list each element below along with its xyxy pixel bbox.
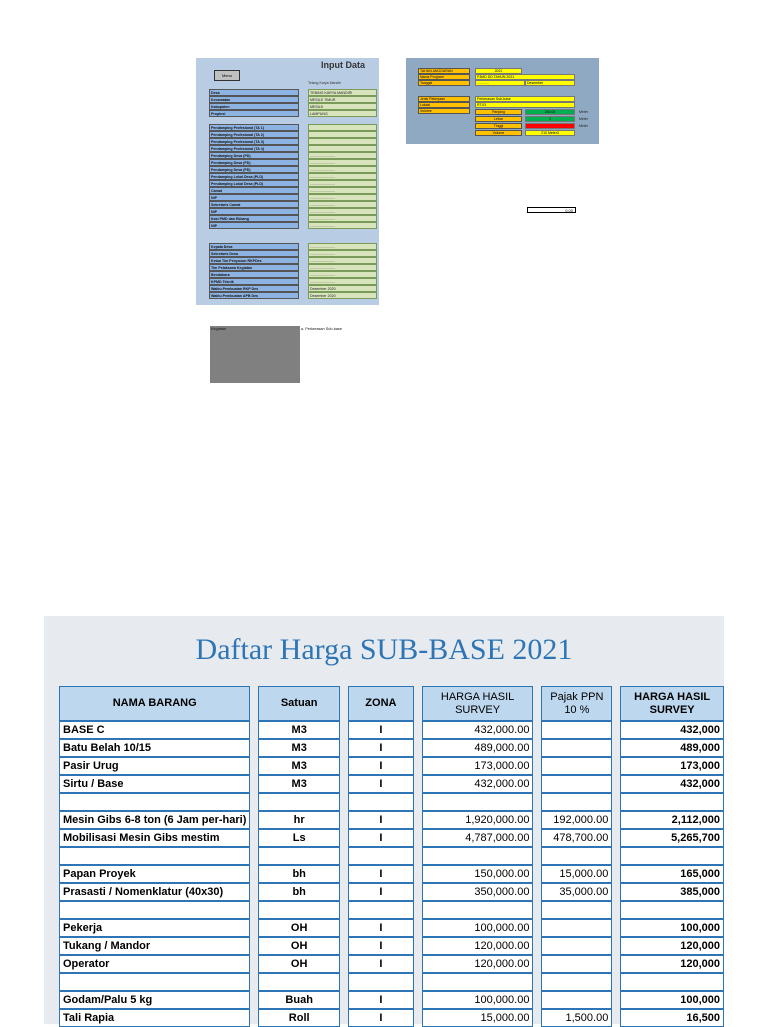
cell-satuan — [258, 793, 340, 811]
input-data-title: Input Data — [321, 60, 365, 70]
dim-value-volume: 210 Meter3 — [525, 130, 575, 136]
header-item: NAMA BARANG — [59, 686, 250, 721]
input-row — [209, 152, 378, 159]
table-row — [59, 991, 724, 1009]
field-value[interactable]: MESUJI TIMUR — [308, 96, 377, 103]
field-label: NIP — [209, 194, 299, 201]
input-row — [209, 264, 378, 271]
cell-harga: 432,000.00 — [422, 775, 534, 793]
cell-harga: 100,000.00 — [422, 991, 534, 1009]
input-row — [209, 159, 378, 166]
input-row — [209, 124, 378, 131]
field-label: Tim Pelaksana Kegiatan — [209, 264, 299, 271]
cell-zona: I — [348, 1009, 414, 1027]
cell-zona: I — [348, 811, 414, 829]
cell-zona: I — [348, 757, 414, 775]
cell-zona — [348, 901, 414, 919]
input-row — [209, 243, 378, 250]
field-label: Pendamping Lokal Desa (PLD) — [209, 173, 299, 180]
cell-ppn: 192,000.00 — [541, 811, 612, 829]
cell-item: Tali Rapia — [59, 1009, 250, 1027]
table-row — [59, 883, 724, 901]
field-value[interactable]: Desember 2020 — [308, 285, 377, 292]
cell-zona: I — [348, 865, 414, 883]
cell-harga: 120,000.00 — [422, 937, 534, 955]
field-value[interactable]: ......................... — [308, 222, 377, 229]
field-label: Sekretaris Camat — [209, 201, 299, 208]
field-label: Pendamping Desa (PD) — [209, 159, 299, 166]
input-row — [209, 292, 378, 299]
field-value[interactable] — [308, 124, 377, 131]
cell-ppn — [541, 955, 612, 973]
field-value[interactable]: ......................... — [308, 257, 377, 264]
cell-total: 432,000 — [620, 775, 724, 793]
cell-item: Mesin Gibs 6-8 ton (6 Jam per-hari) — [59, 811, 250, 829]
table-row — [59, 829, 724, 847]
cell-harga — [422, 793, 534, 811]
cell-zona: I — [348, 739, 414, 757]
cell-ppn — [541, 991, 612, 1009]
jenis-label: Jenis Pekerjaan — [418, 96, 470, 102]
cell-ppn — [541, 775, 612, 793]
price-list-panel — [44, 616, 724, 1024]
field-value[interactable]: ......................... — [308, 152, 377, 159]
table-row — [59, 847, 724, 865]
cell-zona: I — [348, 919, 414, 937]
cell-ppn — [541, 937, 612, 955]
cell-ppn — [541, 973, 612, 991]
field-label: NIP — [209, 208, 299, 215]
cell-item: Pekerja — [59, 919, 250, 937]
input-row — [209, 103, 378, 110]
cell-zona: I — [348, 775, 414, 793]
cell-harga — [422, 847, 534, 865]
header-total: HARGA HASIL SURVEY — [620, 686, 724, 721]
officials-group — [209, 124, 378, 229]
field-label: Propinsi — [209, 110, 299, 117]
cell-item: Sirtu / Base — [59, 775, 250, 793]
field-value[interactable]: ......................... — [308, 208, 377, 215]
price-list-title: Daftar Harga SUB-BASE 2021 — [195, 633, 573, 666]
table-row — [59, 955, 724, 973]
cell-item: Prasasti / Nomenklatur (40x30) — [59, 883, 250, 901]
cell-ppn: 478,700.00 — [541, 829, 612, 847]
cell-harga: 489,000.00 — [422, 739, 534, 757]
field-label: Kabupaten — [209, 103, 299, 110]
cell-zona — [348, 793, 414, 811]
field-value[interactable]: ......................... — [308, 243, 377, 250]
cell-item — [59, 901, 250, 919]
input-row — [209, 131, 378, 138]
field-value[interactable]: ......................... — [308, 187, 377, 194]
cell-harga: 4,787,000.00 — [422, 829, 534, 847]
dim-label-lebar: Lebar — [475, 116, 522, 122]
table-row — [59, 793, 724, 811]
input-row — [209, 194, 378, 201]
input-note: Tetang Karya Mandiri — [308, 81, 342, 85]
field-label: NIP — [209, 222, 299, 229]
field-value[interactable]: ......................... — [308, 180, 377, 187]
cell-ppn: 15,000.00 — [541, 865, 612, 883]
input-row — [209, 278, 378, 285]
cell-ppn — [541, 901, 612, 919]
cell-item: Batu Belah 10/15 — [59, 739, 250, 757]
cell-total — [620, 793, 724, 811]
dim-label-tinggi: Tinggi — [475, 123, 522, 129]
table-row — [59, 739, 724, 757]
table-row — [59, 973, 724, 991]
cell-total: 489,000 — [620, 739, 724, 757]
cell-ppn — [541, 739, 612, 757]
tahun-label: TAHUN ANGGARAN — [418, 68, 470, 74]
input-row — [209, 138, 378, 145]
cell-ppn — [541, 793, 612, 811]
price-table-body — [59, 721, 724, 1027]
cell-harga — [422, 901, 534, 919]
lokasi-value[interactable]: RT.03 — [475, 102, 575, 108]
cell-ppn: 35,000.00 — [541, 883, 612, 901]
cell-total: 5,265,700 — [620, 829, 724, 847]
table-row — [59, 775, 724, 793]
menu-button[interactable]: Menu — [214, 70, 240, 81]
table-row — [59, 919, 724, 937]
input-row — [209, 257, 378, 264]
cell-zona: I — [348, 721, 414, 739]
cell-harga: 15,000.00 — [422, 1009, 534, 1027]
cell-satuan — [258, 973, 340, 991]
cell-satuan: OH — [258, 919, 340, 937]
field-value[interactable]: MESUJI — [308, 103, 377, 110]
cell-total: 120,000 — [620, 937, 724, 955]
cell-total — [620, 901, 724, 919]
table-row — [59, 937, 724, 955]
cell-harga: 350,000.00 — [422, 883, 534, 901]
cell-ppn — [541, 721, 612, 739]
cell-zona: I — [348, 829, 414, 847]
input-row — [209, 96, 378, 103]
dim-unit: Meter — [579, 117, 588, 121]
dim-unit: Meter — [579, 110, 588, 114]
cell-item: Tukang / Mandor — [59, 937, 250, 955]
field-value[interactable] — [308, 145, 377, 152]
volume-label: Volume — [418, 108, 470, 114]
cell-zona: I — [348, 937, 414, 955]
field-label: Pendamping Desa (PD) — [209, 166, 299, 173]
field-value[interactable]: ......................... — [308, 215, 377, 222]
field-value[interactable]: ......................... — [308, 201, 377, 208]
cell-satuan: M3 — [258, 739, 340, 757]
cell-satuan: hr — [258, 811, 340, 829]
cell-satuan — [258, 847, 340, 865]
field-label: Pendamping Lokal Desa (PLD) — [209, 180, 299, 187]
field-label: Desa — [209, 89, 299, 96]
field-value[interactable]: ......................... — [308, 264, 377, 271]
cell-total: 2,112,000 — [620, 811, 724, 829]
header-satuan: Satuan — [258, 686, 340, 721]
table-row — [59, 721, 724, 739]
tanggal-value[interactable]: ............ — [475, 80, 525, 86]
header-harga: HARGA HASIL SURVEY — [422, 686, 534, 721]
header-zona: ZONA — [348, 686, 414, 721]
dim-label-panjang: Panjang — [475, 109, 522, 115]
cell-item — [59, 793, 250, 811]
input-row — [209, 166, 378, 173]
location-group — [209, 89, 378, 117]
cell-total — [620, 847, 724, 865]
tanggal-label: Tanggal — [418, 80, 470, 86]
cell-total: 16,500 — [620, 1009, 724, 1027]
input-row — [209, 145, 378, 152]
input-row — [209, 201, 378, 208]
cell-harga: 1,920,000.00 — [422, 811, 534, 829]
table-row — [59, 1009, 724, 1027]
cell-satuan: bh — [258, 865, 340, 883]
dim-value-panjang[interactable]: 250.00 — [525, 109, 575, 115]
cell-item: Operator — [59, 955, 250, 973]
field-label: Waktu Pembuatan RKP Des — [209, 285, 299, 292]
field-value[interactable]: LAMPUNG — [308, 110, 377, 117]
cell-total: 385,000 — [620, 883, 724, 901]
tahun-value[interactable]: 2021 — [475, 68, 522, 74]
field-value[interactable]: ......................... — [308, 173, 377, 180]
dim-unit: Meter — [579, 124, 588, 128]
dim-value-tinggi[interactable] — [525, 123, 575, 129]
cell-satuan: OH — [258, 955, 340, 973]
cell-zona — [348, 847, 414, 865]
cell-zona — [348, 973, 414, 991]
cell-satuan: M3 — [258, 757, 340, 775]
table-row — [59, 901, 724, 919]
cell-ppn — [541, 757, 612, 775]
field-label: Waktu Pembuatan APB Des — [209, 292, 299, 299]
input-row — [209, 173, 378, 180]
input-row — [209, 89, 378, 96]
cell-zona: I — [348, 991, 414, 1009]
cell-ppn — [541, 919, 612, 937]
price-table — [59, 686, 724, 1027]
cell-satuan: Buah — [258, 991, 340, 1009]
cell-satuan: OH — [258, 937, 340, 955]
cell-harga: 173,000.00 — [422, 757, 534, 775]
table-row — [59, 757, 724, 775]
input-row — [209, 208, 378, 215]
cell-item: Godam/Palu 5 kg — [59, 991, 250, 1009]
cell-item — [59, 847, 250, 865]
cell-total: 173,000 — [620, 757, 724, 775]
cell-total — [620, 973, 724, 991]
lokasi-label: Lokasi — [418, 102, 470, 108]
jenis-value[interactable]: Perkerasan Sub-base — [475, 96, 575, 102]
cell-item — [59, 973, 250, 991]
cell-satuan: M3 — [258, 775, 340, 793]
field-label: Pendamping Profesional (TA 3) — [209, 138, 299, 145]
cell-ppn: 1,500.00 — [541, 1009, 612, 1027]
field-label: Camat — [209, 187, 299, 194]
cell-harga: 120,000.00 — [422, 955, 534, 973]
input-row — [209, 222, 378, 229]
input-data-panel — [196, 58, 379, 305]
kegiatan-label: Kegiatan — [211, 327, 226, 331]
field-value[interactable]: ......................... — [308, 278, 377, 285]
field-value[interactable] — [308, 138, 377, 145]
program-value[interactable]: P3MD DD TAHUN 2021 — [475, 74, 575, 80]
cell-satuan: bh — [258, 883, 340, 901]
total-value-cell: 0.00 — [527, 207, 576, 213]
table-row — [59, 865, 724, 883]
field-label: KPMD Teknik — [209, 278, 299, 285]
input-row — [209, 271, 378, 278]
table-row — [59, 811, 724, 829]
cell-zona: I — [348, 883, 414, 901]
field-value[interactable] — [308, 131, 377, 138]
kegiatan-box — [210, 326, 300, 383]
dim-label-volume: Volume — [475, 130, 522, 136]
cell-total: 100,000 — [620, 991, 724, 1009]
cell-item: Pasir Urug — [59, 757, 250, 775]
bulan-value[interactable]: Desember — [525, 80, 575, 86]
field-label: Pendamping Profesional (TA 1) — [209, 124, 299, 131]
program-label: Nama Program — [418, 74, 470, 80]
village-officials-group — [209, 243, 378, 299]
table-header-row — [59, 686, 724, 721]
cell-satuan: Ls — [258, 829, 340, 847]
field-label: Sekretaris Desa — [209, 250, 299, 257]
project-info-panel — [406, 58, 599, 144]
field-label: Kepala Desa — [209, 243, 299, 250]
cell-satuan: M3 — [258, 721, 340, 739]
cell-harga: 150,000.00 — [422, 865, 534, 883]
input-row — [209, 250, 378, 257]
cell-item: Papan Proyek — [59, 865, 250, 883]
field-value[interactable]: Desember 2020 — [308, 292, 377, 299]
cell-harga: 432,000.00 — [422, 721, 534, 739]
field-value[interactable]: ......................... — [308, 166, 377, 173]
cell-total: 120,000 — [620, 955, 724, 973]
field-label: Bendahara — [209, 271, 299, 278]
cell-zona: I — [348, 955, 414, 973]
field-label: Kasi PMD dan Ekbang — [209, 215, 299, 222]
input-row — [209, 180, 378, 187]
input-row — [209, 187, 378, 194]
field-label: Pendamping Profesional (TA 2) — [209, 131, 299, 138]
cell-item: Mobilisasi Mesin Gibs mestim — [59, 829, 250, 847]
cell-total: 432,000 — [620, 721, 724, 739]
cell-satuan — [258, 901, 340, 919]
cell-satuan: Roll — [258, 1009, 340, 1027]
field-label: Pendamping Desa (PD) — [209, 152, 299, 159]
cell-total: 100,000 — [620, 919, 724, 937]
field-label: Pendamping Profesional (TA 4) — [209, 145, 299, 152]
header-ppn: Pajak PPN 10 % — [541, 686, 612, 721]
cell-harga — [422, 973, 534, 991]
field-value[interactable]: TEBING KARYA MANDIRI — [308, 89, 377, 96]
field-label: Kecamatan — [209, 96, 299, 103]
dim-value-lebar[interactable]: 3 — [525, 116, 575, 122]
input-row — [209, 215, 378, 222]
cell-item: BASE C — [59, 721, 250, 739]
input-row — [209, 285, 378, 292]
kegiatan-value: a. Perkerasan Sub-base — [301, 327, 342, 331]
cell-ppn — [541, 847, 612, 865]
field-value[interactable]: ......................... — [308, 271, 377, 278]
field-label: Ketua Tim Penyusun RKPDes — [209, 257, 299, 264]
cell-harga: 100,000.00 — [422, 919, 534, 937]
field-value[interactable]: ......................... — [308, 159, 377, 166]
cell-total: 165,000 — [620, 865, 724, 883]
field-value[interactable]: ......................... — [308, 194, 377, 201]
input-row — [209, 110, 378, 117]
field-value[interactable]: ......................... — [308, 250, 377, 257]
